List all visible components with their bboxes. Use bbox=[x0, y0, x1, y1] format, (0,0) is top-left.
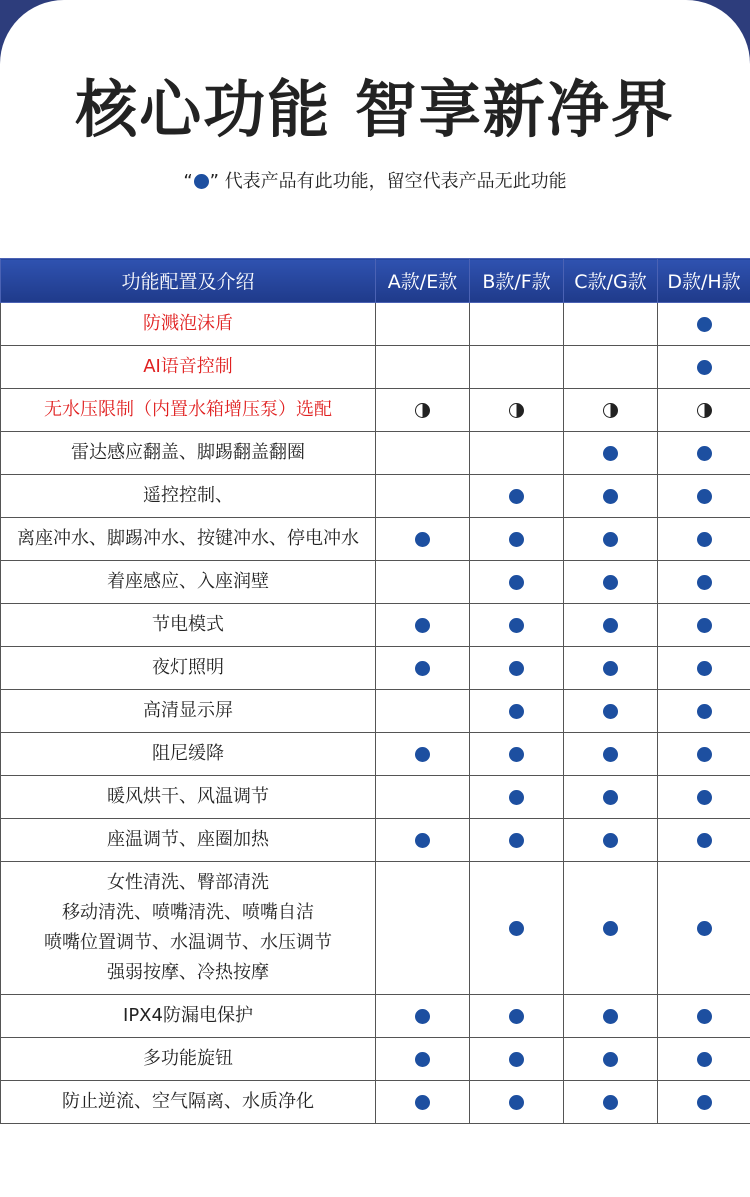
filled-dot-icon bbox=[509, 704, 524, 719]
mark-cell bbox=[658, 995, 750, 1038]
mark-cell bbox=[564, 604, 658, 647]
mark-cell bbox=[376, 1081, 470, 1124]
table-row bbox=[1, 862, 750, 995]
mark-cell bbox=[658, 303, 750, 346]
legend-open-quote: “ bbox=[183, 171, 193, 192]
header-feature: 功能配置及介绍 bbox=[1, 259, 376, 303]
mark-cell bbox=[564, 1081, 658, 1124]
filled-dot-icon bbox=[603, 661, 618, 676]
mark-cell bbox=[564, 389, 658, 432]
mark-cell bbox=[376, 303, 470, 346]
filled-dot-icon bbox=[509, 661, 524, 676]
feature-label: 遥控控制、 bbox=[143, 485, 233, 506]
mark-cell bbox=[470, 862, 564, 995]
mark-cell bbox=[564, 475, 658, 518]
filled-dot-icon bbox=[509, 833, 524, 848]
mark-cell bbox=[658, 389, 750, 432]
feature-cell bbox=[1, 475, 376, 518]
table-row bbox=[1, 389, 750, 432]
feature-cell bbox=[1, 604, 376, 647]
filled-dot-icon bbox=[603, 1095, 618, 1110]
half-circle-icon bbox=[697, 403, 712, 418]
mark-cell bbox=[658, 346, 750, 389]
filled-dot-icon bbox=[415, 532, 430, 547]
page-title: 核心功能 智享新净界 bbox=[75, 73, 675, 146]
table-header-row bbox=[1, 259, 750, 303]
filled-dot-icon bbox=[603, 532, 618, 547]
feature-label: 阻尼缓降 bbox=[152, 743, 224, 764]
feature-label: 节电模式 bbox=[152, 614, 224, 635]
filled-dot-icon bbox=[509, 1095, 524, 1110]
filled-dot-icon bbox=[603, 489, 618, 504]
filled-dot-icon bbox=[697, 1095, 712, 1110]
table-row bbox=[1, 776, 750, 819]
filled-dot-icon bbox=[697, 575, 712, 590]
feature-cell bbox=[1, 819, 376, 862]
filled-dot-icon bbox=[697, 360, 712, 375]
feature-label: 多功能旋钮 bbox=[143, 1048, 233, 1069]
filled-dot-icon bbox=[603, 1052, 618, 1067]
filled-dot-icon bbox=[697, 446, 712, 461]
mark-cell bbox=[658, 690, 750, 733]
filled-dot-icon bbox=[509, 489, 524, 504]
mark-cell bbox=[658, 733, 750, 776]
table-row bbox=[1, 1038, 750, 1081]
feature-label: 暖风烘干、风温调节 bbox=[107, 786, 269, 807]
mark-cell bbox=[376, 432, 470, 475]
header-model-cg: C款/G款 bbox=[564, 259, 658, 303]
feature-cell bbox=[1, 862, 376, 995]
mark-cell bbox=[564, 561, 658, 604]
mark-cell bbox=[564, 776, 658, 819]
mark-cell bbox=[470, 475, 564, 518]
filled-dot-icon bbox=[415, 1009, 430, 1024]
feature-cell bbox=[1, 1081, 376, 1124]
mark-cell bbox=[376, 1038, 470, 1081]
table-row bbox=[1, 561, 750, 604]
mark-cell bbox=[376, 475, 470, 518]
filled-dot-icon bbox=[697, 532, 712, 547]
filled-dot-icon bbox=[603, 833, 618, 848]
mark-cell bbox=[376, 776, 470, 819]
filled-dot-icon bbox=[415, 747, 430, 762]
filled-dot-icon bbox=[697, 661, 712, 676]
filled-dot-icon bbox=[697, 790, 712, 805]
header-model-bf: B款/F款 bbox=[470, 259, 564, 303]
mark-cell bbox=[658, 862, 750, 995]
filled-dot-icon bbox=[509, 1052, 524, 1067]
feature-label: 无水压限制（内置水箱增压泵）选配 bbox=[44, 399, 332, 420]
mark-cell bbox=[470, 346, 564, 389]
feature-cell bbox=[1, 647, 376, 690]
table-row bbox=[1, 819, 750, 862]
feature-label: 防溅泡沫盾 bbox=[143, 313, 233, 334]
mark-cell bbox=[658, 604, 750, 647]
table-row bbox=[1, 690, 750, 733]
feature-label: 座温调节、座圈加热 bbox=[107, 829, 269, 850]
mark-cell bbox=[564, 518, 658, 561]
mark-cell bbox=[470, 389, 564, 432]
filled-dot-icon bbox=[509, 618, 524, 633]
feature-label: 雷达感应翻盖、脚踢翻盖翻圈 bbox=[71, 442, 305, 463]
feature-label: AI语音控制 bbox=[143, 356, 233, 377]
feature-cell bbox=[1, 690, 376, 733]
mark-cell bbox=[658, 475, 750, 518]
filled-dot-icon bbox=[509, 921, 524, 936]
mark-cell bbox=[564, 303, 658, 346]
feature-cell bbox=[1, 733, 376, 776]
legend-dot-icon bbox=[194, 174, 209, 189]
mark-cell bbox=[376, 647, 470, 690]
feature-label: 防止逆流、空气隔离、水质净化 bbox=[62, 1091, 314, 1112]
filled-dot-icon bbox=[415, 661, 430, 676]
table-body bbox=[1, 303, 750, 1124]
filled-dot-icon bbox=[697, 489, 712, 504]
mark-cell bbox=[564, 1038, 658, 1081]
filled-dot-icon bbox=[697, 747, 712, 762]
mark-cell bbox=[470, 995, 564, 1038]
filled-dot-icon bbox=[603, 704, 618, 719]
feature-cell bbox=[1, 561, 376, 604]
table-row bbox=[1, 346, 750, 389]
feature-cell bbox=[1, 518, 376, 561]
mark-cell bbox=[470, 303, 564, 346]
mark-cell bbox=[470, 604, 564, 647]
filled-dot-icon bbox=[697, 618, 712, 633]
table-row bbox=[1, 647, 750, 690]
mark-cell bbox=[376, 389, 470, 432]
filled-dot-icon bbox=[415, 1095, 430, 1110]
mark-cell bbox=[376, 561, 470, 604]
mark-cell bbox=[658, 1081, 750, 1124]
half-circle-icon bbox=[603, 403, 618, 418]
filled-dot-icon bbox=[697, 1009, 712, 1024]
filled-dot-icon bbox=[509, 575, 524, 590]
mark-cell bbox=[376, 518, 470, 561]
mark-cell bbox=[564, 432, 658, 475]
table-row bbox=[1, 1081, 750, 1124]
mark-cell bbox=[376, 995, 470, 1038]
feature-label: 移动清洗、喷嘴清洗、喷嘴自洁 bbox=[62, 902, 314, 923]
filled-dot-icon bbox=[697, 833, 712, 848]
feature-label: 着座感应、入座润壁 bbox=[107, 571, 269, 592]
mark-cell bbox=[658, 561, 750, 604]
filled-dot-icon bbox=[603, 575, 618, 590]
feature-cell bbox=[1, 346, 376, 389]
mark-cell bbox=[376, 819, 470, 862]
mark-cell bbox=[658, 647, 750, 690]
legend-note bbox=[0, 170, 750, 194]
mark-cell bbox=[564, 733, 658, 776]
filled-dot-icon bbox=[509, 747, 524, 762]
feature-cell bbox=[1, 303, 376, 346]
mark-cell bbox=[470, 1081, 564, 1124]
mark-cell bbox=[470, 1038, 564, 1081]
feature-cell bbox=[1, 995, 376, 1038]
feature-cell bbox=[1, 432, 376, 475]
feature-label: 高清显示屏 bbox=[143, 700, 233, 721]
feature-label: 夜灯照明 bbox=[152, 657, 224, 678]
table-row bbox=[1, 733, 750, 776]
feature-label: 离座冲水、脚踢冲水、按键冲水、停电冲水 bbox=[17, 528, 359, 549]
feature-cell bbox=[1, 1038, 376, 1081]
half-circle-icon bbox=[415, 403, 430, 418]
mark-cell bbox=[658, 1038, 750, 1081]
table-row bbox=[1, 475, 750, 518]
header-model-ae: A款/E款 bbox=[376, 259, 470, 303]
filled-dot-icon bbox=[415, 618, 430, 633]
header-model-dh: D款/H款 bbox=[658, 259, 750, 303]
filled-dot-icon bbox=[509, 532, 524, 547]
table-row bbox=[1, 432, 750, 475]
feature-label: 女性清洗、臀部清洗 bbox=[107, 872, 269, 893]
mark-cell bbox=[658, 776, 750, 819]
filled-dot-icon bbox=[415, 1052, 430, 1067]
mark-cell bbox=[470, 518, 564, 561]
feature-cell bbox=[1, 389, 376, 432]
feature-cell bbox=[1, 776, 376, 819]
filled-dot-icon bbox=[697, 317, 712, 332]
feature-label: 喷嘴位置调节、水温调节、水压调节 bbox=[44, 932, 332, 953]
mark-cell bbox=[564, 346, 658, 389]
mark-cell bbox=[658, 432, 750, 475]
feature-comparison-table bbox=[0, 258, 750, 1124]
mark-cell bbox=[470, 432, 564, 475]
mark-cell bbox=[564, 819, 658, 862]
filled-dot-icon bbox=[603, 618, 618, 633]
mark-cell bbox=[376, 862, 470, 995]
mark-cell bbox=[470, 561, 564, 604]
mark-cell bbox=[376, 346, 470, 389]
mark-cell bbox=[470, 690, 564, 733]
legend-text: ” 代表产品有此功能，留空代表产品无此功能 bbox=[209, 171, 567, 192]
mark-cell bbox=[658, 819, 750, 862]
feature-label: IPX4防漏电保护 bbox=[123, 1005, 253, 1026]
filled-dot-icon bbox=[697, 921, 712, 936]
table-row bbox=[1, 995, 750, 1038]
mark-cell bbox=[564, 862, 658, 995]
mark-cell bbox=[564, 690, 658, 733]
table-row bbox=[1, 604, 750, 647]
mark-cell bbox=[658, 518, 750, 561]
filled-dot-icon bbox=[603, 790, 618, 805]
mark-cell bbox=[470, 776, 564, 819]
table-row bbox=[1, 303, 750, 346]
mark-cell bbox=[376, 690, 470, 733]
filled-dot-icon bbox=[415, 833, 430, 848]
mark-cell bbox=[470, 647, 564, 690]
feature-label: 强弱按摩、冷热按摩 bbox=[107, 962, 269, 983]
mark-cell bbox=[376, 604, 470, 647]
mark-cell bbox=[470, 733, 564, 776]
mark-cell bbox=[376, 733, 470, 776]
filled-dot-icon bbox=[603, 446, 618, 461]
filled-dot-icon bbox=[509, 790, 524, 805]
filled-dot-icon bbox=[603, 921, 618, 936]
table-row bbox=[1, 518, 750, 561]
filled-dot-icon bbox=[697, 704, 712, 719]
half-circle-icon bbox=[509, 403, 524, 418]
filled-dot-icon bbox=[603, 747, 618, 762]
mark-cell bbox=[470, 819, 564, 862]
filled-dot-icon bbox=[509, 1009, 524, 1024]
mark-cell bbox=[564, 647, 658, 690]
filled-dot-icon bbox=[697, 1052, 712, 1067]
filled-dot-icon bbox=[603, 1009, 618, 1024]
mark-cell bbox=[564, 995, 658, 1038]
